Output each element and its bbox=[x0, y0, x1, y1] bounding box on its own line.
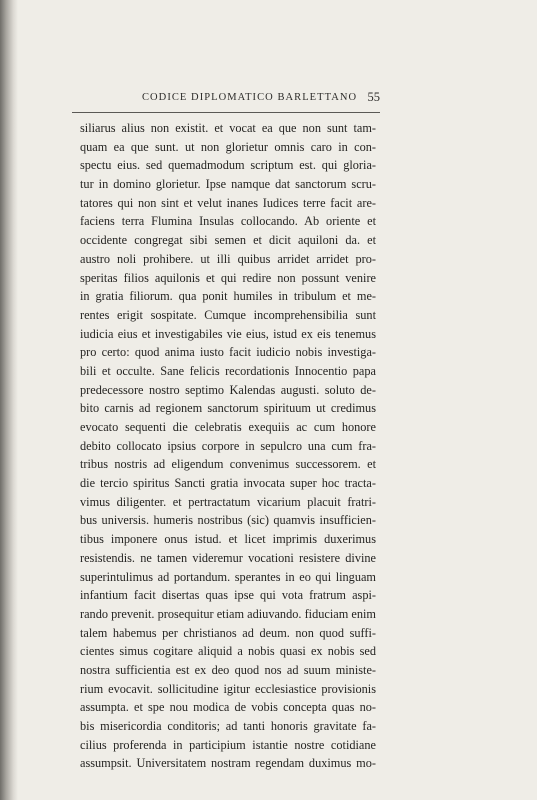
text-line: austro noli prohibere. ut illi quibus arridet arridet pro- bbox=[80, 251, 376, 266]
text-line: speritas filios aquilonis et qui redire non possunt venire bbox=[80, 270, 376, 285]
text-line: predecessore nostro septimo Kalendas augusti. soluto de- bbox=[80, 382, 376, 397]
text-line: rium evocavit. sollicitudine igitur ecclesiastice provisionis bbox=[80, 681, 376, 696]
text-line: rando prevenit. prosequitur etiam adiuvando. fiduciam enim bbox=[80, 606, 376, 621]
text-line: tribus nostris ad eligendum convenimus successorem. et bbox=[80, 457, 376, 472]
text-line: bito carnis ad regionem sanctorum spirituum ut credimus bbox=[80, 401, 376, 416]
text-line: tur in domino glorietur. Ipse namque dat sanctorum scru- bbox=[80, 177, 376, 192]
text-line: iudicia eius et investigabiles vie eius, istud ex eis tenemus bbox=[80, 326, 376, 341]
text-line: bis misericordia conditoris; ad tanti honoris gravitate fa- bbox=[80, 719, 376, 733]
header-rule bbox=[72, 112, 380, 113]
text-line: spectu eius. sed quemadmodum scriptum est. qui gloria- bbox=[80, 158, 376, 173]
text-line: cilius proferenda in participium istantie nostre cotidiane bbox=[80, 737, 376, 752]
text-line: rentes erigit sospitate. Cumque incomprehensibilia sunt bbox=[80, 307, 376, 322]
running-title: CODICE DIPLOMATICO BARLETTANO bbox=[142, 92, 358, 103]
text-line: evocato sequenti die celebratis exequiis ac cum honore bbox=[80, 420, 376, 434]
text-line: siliarus alius non existit. et vocat ea que non sunt tam- bbox=[80, 121, 376, 135]
text-line: occidente congregat sibi semen et dicit aquiloni da. et bbox=[80, 233, 376, 248]
running-header bbox=[72, 92, 380, 112]
text-line: die tercio spiritus Sancti gratia invocata super hoc tracta- bbox=[80, 476, 376, 491]
page-number: 55 bbox=[367, 90, 380, 104]
text-line: faciens terra Flumina Insulas collocando. Ab oriente et bbox=[80, 214, 376, 229]
text-line: pro certo: quod anima iusto facit iudicio nobis investiga- bbox=[80, 345, 376, 360]
binding-shadow bbox=[0, 0, 18, 800]
text-line: tibus imponere onus istud. et licet imprimis duxerimus bbox=[80, 532, 376, 547]
text-line: talem habemus per christianos ad deum. non quod suffi- bbox=[80, 625, 376, 640]
text-line: bili et occulte. Sane felicis recordationis Innocentio papa bbox=[80, 363, 376, 378]
text-line: vimus diligenter. et pertractatum vicarium placuit fratri- bbox=[80, 494, 376, 509]
text-line: in gratia filiorum. qua ponit humiles in tribulum et me- bbox=[80, 289, 376, 304]
text-line: superintulimus ad portandum. sperantes in eo qui linguam bbox=[80, 569, 376, 584]
text-line: assumpta. et spe nou modica de vobis concepta quas no- bbox=[80, 700, 376, 715]
text-line: debito collocato ipsius corpore in sepulcro una cum fra- bbox=[80, 438, 376, 453]
text-line: resistendis. ne tamen videremur vocationi resistere divine bbox=[80, 550, 376, 565]
text-line: infantium facit disertas quas ipse qui vota fratrum aspi- bbox=[80, 588, 376, 603]
text-line: cientes simus cogitare aliquid a nobis quasi ex nobis sed bbox=[80, 644, 376, 659]
text-line: quam ea que sunt. ut non glorietur omnis caro in con- bbox=[80, 139, 376, 154]
body-text bbox=[80, 119, 376, 773]
text-line: assumpsit. Universitatem nostram regendam duximus mo- bbox=[80, 756, 376, 771]
text-line: nostra sufficientia est ex deo quod nos ad suum ministe- bbox=[80, 662, 376, 677]
text-line: tatores qui non sint et velut inanes Iudices terre facit are- bbox=[80, 195, 376, 210]
text-line: bus universis. humeris nostribus (sic) quamvis insufficien- bbox=[80, 513, 376, 528]
